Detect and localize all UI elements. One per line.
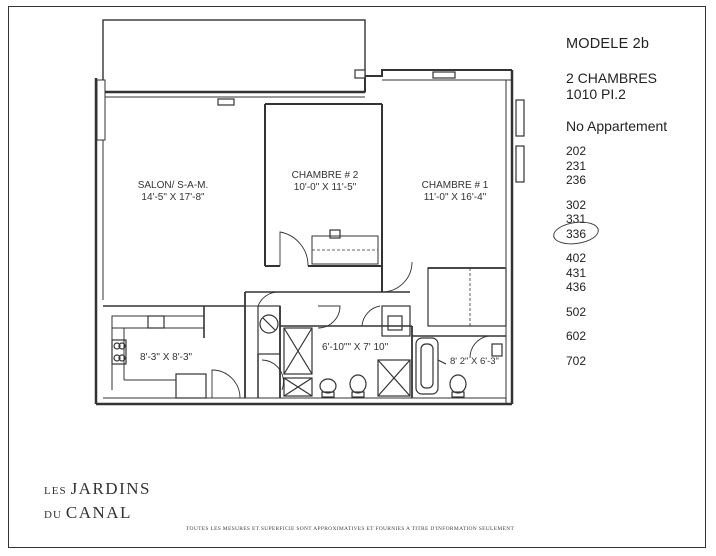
chambre2-dims: 10'-0" X 11'-5" xyxy=(293,182,357,193)
logo-du: DU xyxy=(44,509,62,521)
unit-number: 202 xyxy=(566,144,587,158)
kitchen-dims: 8'-3" X 8'-3" xyxy=(140,352,193,363)
salon-name: SALON/ S-A-M. xyxy=(137,180,209,191)
kitchen-counter xyxy=(112,316,204,328)
unit-number: 602 xyxy=(566,329,587,343)
unit-number: 436 xyxy=(566,280,587,294)
salon-dims: 14'-5" X 17'-8" xyxy=(141,192,205,203)
chambre1-dims: 11'-0" X 16'-4" xyxy=(423,192,487,203)
chambre2-name: CHAMBRE # 2 xyxy=(291,170,359,181)
unit-number: 702 xyxy=(566,353,587,368)
unit-number: 236 xyxy=(566,173,587,187)
chambre2-label xyxy=(280,170,370,194)
unit-info-panel xyxy=(566,36,696,368)
unit-number: 302 xyxy=(566,197,587,212)
apartment-heading: No Appartement xyxy=(566,118,668,134)
disclaimer-text: TOUTES LES MESURES ET SUPERFICIE SONT APPROXIMATIVES ET FOURNIES A TITRE D'INFORMATION SEULEMENT xyxy=(186,526,515,532)
chambre1-name: CHAMBRE # 1 xyxy=(421,180,489,191)
chambre1-label xyxy=(410,180,500,204)
unit-number: 331 xyxy=(566,212,587,226)
logo-les: LES xyxy=(44,485,67,497)
unit-number: 431 xyxy=(566,265,587,280)
unit-number: 402 xyxy=(566,251,587,265)
ensuite-dims: 8' 2" X 6'-3" xyxy=(450,356,499,367)
brand-logo xyxy=(44,478,151,526)
bedroom-count: 2 CHAMBRES xyxy=(566,70,658,86)
bath-dims: 6'-10"" X 7' 10" xyxy=(322,342,389,353)
unit-number: 502 xyxy=(566,304,587,319)
logo-jardins: JARDINS xyxy=(70,479,151,498)
unit-number-highlighted xyxy=(566,227,606,242)
unit-area: 1010 PI.2 xyxy=(566,86,626,102)
balcony xyxy=(103,20,365,92)
salon-label xyxy=(128,180,218,204)
unit-list xyxy=(566,144,696,368)
unit-number: 231 xyxy=(566,158,587,173)
model-name: MODELE 2b xyxy=(566,36,650,52)
logo-canal: CANAL xyxy=(65,503,132,522)
highlighted-unit-value: 336 xyxy=(566,226,587,241)
